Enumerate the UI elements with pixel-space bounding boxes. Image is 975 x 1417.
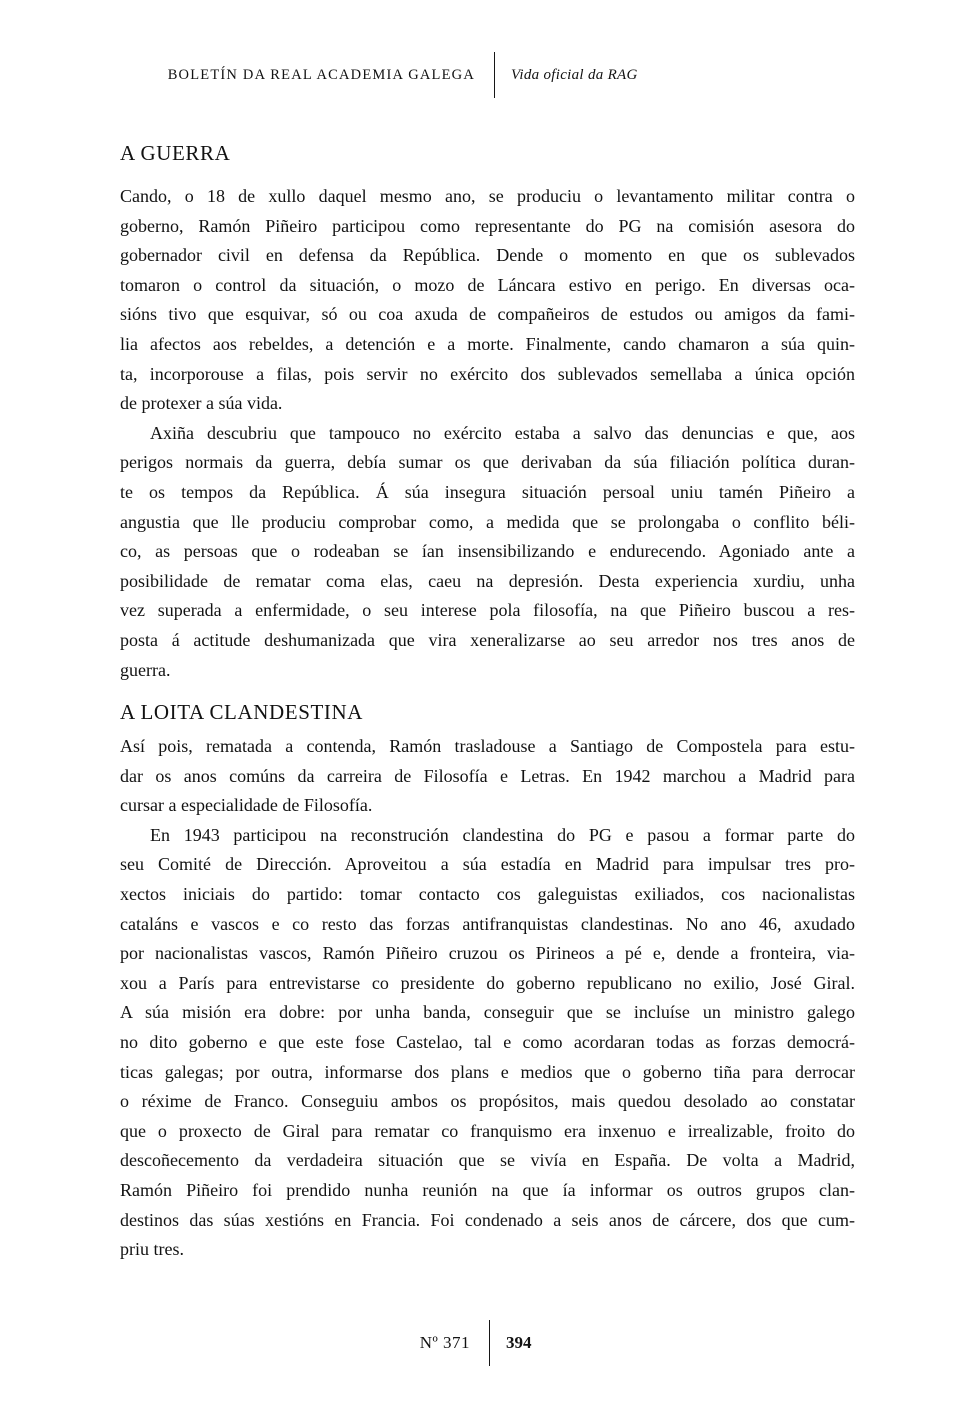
text-line: A súa misión era dobre: por unha banda, conseguir que se incluíse un ministro galego bbox=[120, 1002, 855, 1023]
text-line: por nacionalistas vascos, Ramón Piñeiro cruzou os Pirineos a pé e, dende a fronteira, via- bbox=[120, 943, 855, 964]
text-line: sións tivo que esquivar, só ou coa axuda de compañeiros de estudos ou amigos da fami- bbox=[120, 304, 855, 325]
text-line: guerra. bbox=[120, 659, 171, 680]
text-line: ticas galegas; por outra, informarse dos plans e medios que o goberno tiña para derrocar bbox=[120, 1061, 855, 1082]
text-line: de protexer a súa vida. bbox=[120, 393, 283, 414]
paragraph bbox=[120, 419, 855, 685]
paragraph bbox=[120, 821, 855, 1265]
text-line: o réxime de Franco. Conseguiu ambos os propósitos, mais quedou desolado ao constatar bbox=[120, 1091, 855, 1112]
text-line: xectos iniciais do partido: tomar contacto cos galeguistas exiliados, cos nacionalistas bbox=[120, 884, 855, 905]
page-header bbox=[0, 52, 975, 98]
page-footer bbox=[0, 1320, 975, 1366]
text-line: te os tempos da República. Á súa insegura situación persoal uniu tamén Piñeiro a bbox=[120, 481, 855, 502]
issue-number: Nº 371 bbox=[419, 1333, 470, 1352]
text-line: Cando, o 18 de xullo daquel mesmo ano, se produciu o levantamento militar contra o bbox=[120, 186, 855, 206]
text-line: goberno, Ramón Piñeiro participou como representante do PG na comisión asesora do bbox=[120, 215, 855, 236]
text-line: destinos das súas xestións en Francia. Foi condenado a seis anos de cárcere, dos que cum- bbox=[120, 1209, 855, 1230]
text-line: posibilidade de rematar coma elas, caeu na depresión. Desta experiencia xurdiu, unha bbox=[120, 570, 855, 591]
article-body bbox=[120, 143, 855, 1265]
page-number: 394 bbox=[506, 1333, 532, 1352]
text-line: priu tres. bbox=[120, 1239, 184, 1260]
text-line: lia afectos aos rebeldes, a detención e a morte. Finalmente, cando chamaron a súa quin- bbox=[120, 333, 855, 354]
text-line: tomaron o control da situación, o mozo de Láncara estivo en perigo. En diversas oca- bbox=[120, 274, 855, 295]
text-line: gobernador civil en defensa da República. Dende o momento en que os sublevados bbox=[120, 245, 855, 266]
text-line: co, as persoas que o rodeaban se ían insensibilizando e endurecendo. Agoniado ante a bbox=[120, 541, 855, 562]
text-line: seu Comité de Dirección. Aproveitou a súa estadía en Madrid para impulsar tres pro- bbox=[120, 854, 855, 875]
paragraph bbox=[120, 182, 855, 419]
text-line: cursar a especialidade de Filosofía. bbox=[120, 795, 373, 816]
text-line: no dito goberno e que este fose Castelao, tal e como acordaran todas as forzas democrá- bbox=[120, 1032, 855, 1053]
paragraph bbox=[120, 732, 855, 821]
text-line: angustia que lle produciu comprobar como, a medida que se prolongaba o conflito béli- bbox=[120, 511, 855, 532]
text-line: dar os anos comúns da carreira de Filosofía e Letras. En 1942 marchou a Madrid para bbox=[120, 765, 855, 786]
text-line: que o proxecto de Giral para rematar co franquismo era inxenuo e irrealizable, froito do bbox=[120, 1120, 855, 1141]
text-line: Ramón Piñeiro foi prendido nunha reunión na que ía informar os outros grupos clan- bbox=[120, 1180, 855, 1200]
journal-title: BOLETÍN DA REAL ACADEMIA GALEGA bbox=[167, 66, 475, 83]
text-line: posta á actitude deshumanizada que vira xeneralizarse ao seu arredor nos tres anos de bbox=[120, 629, 855, 650]
section-heading: A GUERRA bbox=[120, 141, 231, 165]
text-line: ta, incorporouse a filas, pois servir no exército dos sublevados semellaba a única opción bbox=[120, 363, 855, 384]
text-line: xou a París para entrevistarse co presidente do goberno republicano no exilio, José Giral. bbox=[120, 972, 855, 993]
text-line: Así pois, rematada a contenda, Ramón trasladouse a Santiago de Compostela para estu- bbox=[120, 736, 855, 757]
text-line: descoñecemento da verdadeira situación que se vivía en España. De volta a Madrid, bbox=[120, 1150, 855, 1171]
header-section-title: Vida oficial da RAG bbox=[511, 66, 638, 83]
text-line: perigos normais da guerra, debía sumar os que derivaban da súa filiación política duran- bbox=[120, 452, 855, 473]
text-line: vez superada a enfermidade, o seu interese pola filosofía, na que Piñeiro buscou a res- bbox=[120, 600, 855, 621]
text-line: Axiña descubriu que tampouco no exército estaba a salvo das denuncias e que, aos bbox=[150, 422, 855, 443]
text-line: En 1943 participou na reconstrución clandestina do PG e pasou a formar parte do bbox=[150, 824, 855, 845]
text-line: cataláns e vascos e co resto das forzas antifranquistas clandestinas. No ano 46, axudado bbox=[120, 913, 855, 934]
section-heading: A LOITA CLANDESTINA bbox=[120, 700, 364, 725]
